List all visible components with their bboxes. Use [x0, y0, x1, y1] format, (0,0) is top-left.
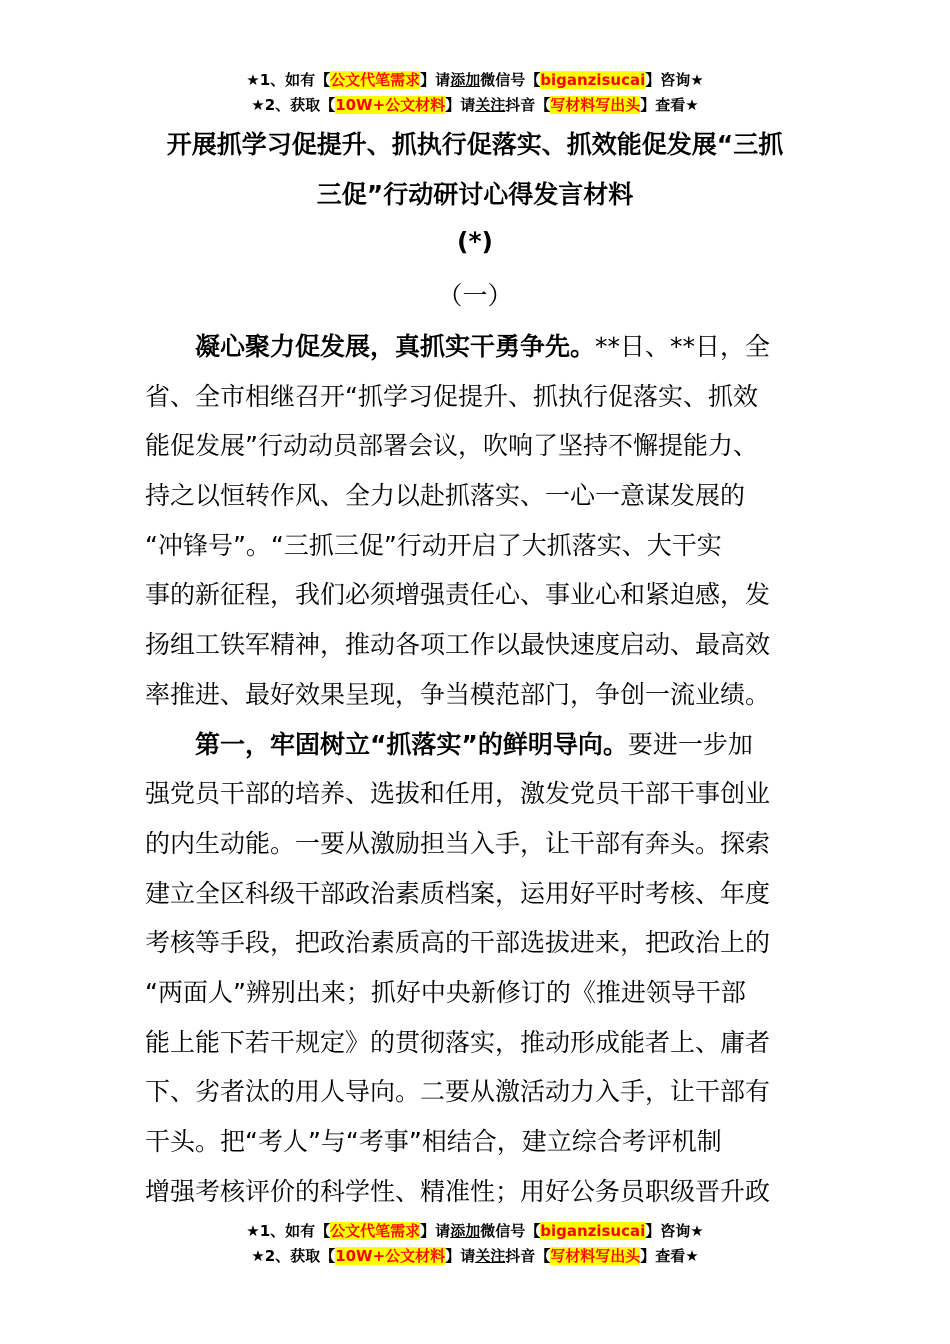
banner-text: 】请: [420, 1222, 451, 1240]
banner-text: 微信号【: [480, 71, 541, 89]
body-line: 强党员干部的培养、选拔和任用，激发党员干部干事创业: [145, 779, 771, 809]
document-title: [130, 120, 820, 220]
body-line: 干头。把“考人”与“考事”相结合，建立综合考评机制: [145, 1127, 722, 1156]
title-line-1: 开展抓学习促提升、抓执行促落实、抓效能促发展“三抓: [166, 130, 784, 159]
section-heading: （一）: [437, 281, 513, 310]
body-line: 扬组工铁军精神，推动各项工作以最快速度启动、最高效: [145, 630, 771, 660]
banner-text: 微信号【: [480, 1222, 541, 1240]
banner-line-1: [0, 68, 950, 93]
body-line: 省、全市相继召开“抓学习促提升、抓执行促落实、抓效: [145, 381, 758, 411]
banner-text: 】请: [420, 71, 451, 89]
banner-text: 】查看★: [640, 1247, 699, 1265]
banner-underline: 关注: [475, 1247, 506, 1265]
header-banner: [0, 68, 950, 118]
banner-highlight: 公文代笔需求: [330, 1222, 421, 1240]
banner-text: 抖音【: [505, 1247, 551, 1265]
banner-text: ★2、获取【: [251, 1247, 336, 1265]
banner-text: 】咨询★: [645, 71, 704, 89]
banner-line-2: [0, 1244, 950, 1269]
body-line: 持之以恒转作风、全力以赴抓落实、一心一意谋发展的: [145, 481, 746, 511]
paragraph-text: 要进一步加: [627, 729, 753, 759]
banner-underline: 关注: [475, 96, 506, 114]
banner-line-1: [0, 1219, 950, 1244]
body-line: 能上能下若干规定》的贯彻落实，推动形成能者上、庸者: [145, 1027, 771, 1057]
banner-text: 抖音【: [505, 96, 551, 114]
banner-highlight: 写材料写出头: [550, 96, 641, 114]
body-line: 事的新征程，我们必须增强责任心、事业心和紧迫感，发: [145, 580, 771, 610]
banner-text: 】请: [445, 1247, 476, 1265]
body-line: 增强考核评价的科学性、精准性；用好公务员职级晋升政: [145, 1176, 771, 1206]
paragraph-lead: 第一，牢固树立“抓落实”的鲜明导向。: [195, 729, 628, 759]
banner-highlight: biganzisucai: [540, 1222, 646, 1240]
body-line: 考核等手段，把政治素质高的干部选拔进来，把政治上的: [145, 928, 771, 958]
banner-text: 】请: [445, 96, 476, 114]
banner-text: 】查看★: [640, 96, 699, 114]
body-line: “冲锋号”。“三抓三促”行动开启了大抓落实、大干实: [145, 530, 722, 560]
banner-highlight: biganzisucai: [540, 71, 646, 89]
document-subtitle: (*): [457, 227, 493, 256]
banner-text: 】咨询★: [645, 1222, 704, 1240]
banner-text: ★2、获取【: [251, 96, 336, 114]
body-line: 率推进、最好效果呈现，争当模范部门，争创一流业绩。: [145, 679, 771, 709]
body-line: “两面人”辨别出来；抓好中央新修订的《推进领导干部: [145, 977, 746, 1007]
banner-text: ★1、如有【: [246, 1222, 331, 1240]
banner-highlight: 写材料写出头: [550, 1247, 641, 1265]
banner-highlight: 公文代笔需求: [330, 71, 421, 89]
banner-text: ★1、如有【: [246, 71, 331, 89]
body-line: [145, 322, 810, 372]
body-line: 建立全区科级干部政治素质档案，运用好平时考核、年度: [145, 878, 771, 908]
document-body: [145, 322, 810, 1216]
body-line: 能促发展”行动动员部署会议，吹响了坚持不懈提能力、: [145, 431, 758, 461]
body-line: 的内生动能。一要从激励担当入手，让干部有奔头。探索: [145, 828, 771, 858]
paragraph-lead: 凝心聚力促发展，真抓实干勇争先。: [195, 332, 596, 361]
footer-banner: [0, 1219, 950, 1269]
banner-highlight: 10W+公文材料: [335, 96, 446, 114]
banner-underline: 添加: [450, 1222, 481, 1240]
banner-highlight: 10W+公文材料: [335, 1247, 446, 1265]
banner-line-2: [0, 93, 950, 118]
body-line: [145, 720, 810, 770]
title-line-2: 三促”行动研讨心得发言材料: [316, 180, 634, 209]
paragraph-text: **日、**日，全: [595, 332, 771, 361]
banner-underline: 添加: [450, 71, 481, 89]
body-line: 下、劣者汰的用人导向。二要从激活动力入手，让干部有: [145, 1077, 771, 1107]
